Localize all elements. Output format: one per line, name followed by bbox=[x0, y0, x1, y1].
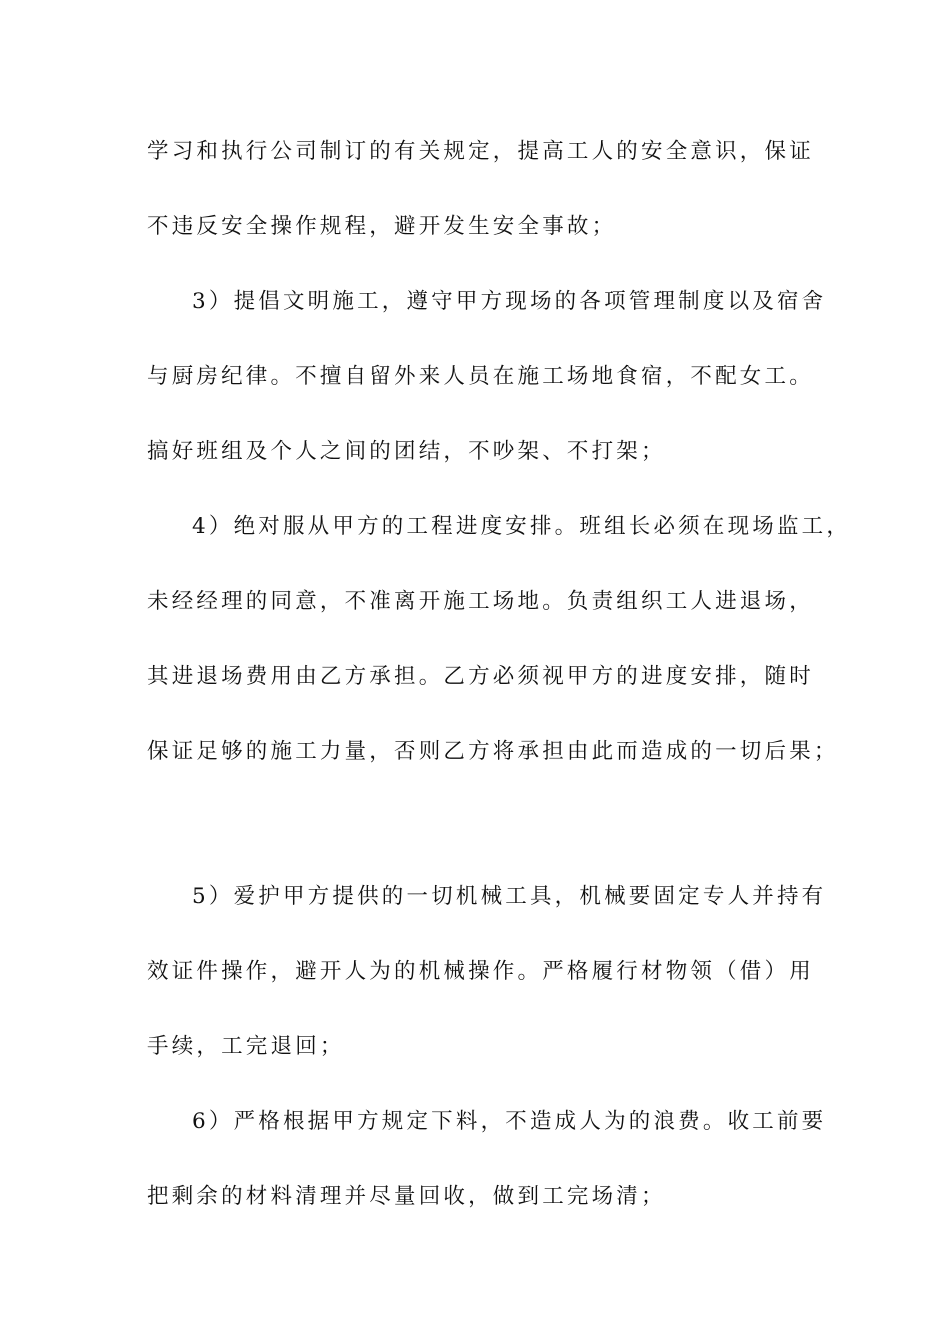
paragraph-4-line-4: 保证足够的施工力量，否则乙方将承担由此而造成的一切后果； bbox=[147, 739, 839, 764]
paragraph-4-line-1: 4）绝对服从甲方的工程进度安排。班组长必须在现场监工， bbox=[192, 514, 852, 539]
paragraph-3-line-2: 与厨房纪律。不擅自留外来人员在施工场地食宿，不配女工。 bbox=[147, 364, 814, 389]
paragraph-3-line-3: 搞好班组及个人之间的团结，不吵架、不打架； bbox=[147, 439, 666, 464]
text-line-2: 不违反安全操作规程，避开发生安全事故； bbox=[147, 214, 617, 239]
paragraph-6-line-1: 6）严格根据甲方规定下料，不造成人为的浪费。收工前要 bbox=[192, 1109, 827, 1134]
text-line-1: 学习和执行公司制订的有关规定，提高工人的安全意识，保证 bbox=[147, 139, 814, 164]
paragraph-3-line-1: 3）提倡文明施工，遵守甲方现场的各项管理制度以及宿舍 bbox=[192, 289, 827, 314]
paragraph-4-line-2: 未经经理的同意，不准离开施工场地。负责组织工人进退场， bbox=[147, 589, 814, 614]
paragraph-5-line-1: 5）爱护甲方提供的一切机械工具，机械要固定专人并持有 bbox=[192, 884, 827, 909]
paragraph-5-line-3: 手续，工完退回； bbox=[147, 1034, 345, 1059]
paragraph-4-line-3: 其进退场费用由乙方承担。乙方必须视甲方的进度安排，随时 bbox=[147, 664, 814, 689]
paragraph-6-line-2: 把剩余的材料清理并尽量回收，做到工完场清； bbox=[147, 1184, 666, 1209]
paragraph-5-line-2: 效证件操作，避开人为的机械操作。严格履行材物领（借）用 bbox=[147, 959, 814, 984]
